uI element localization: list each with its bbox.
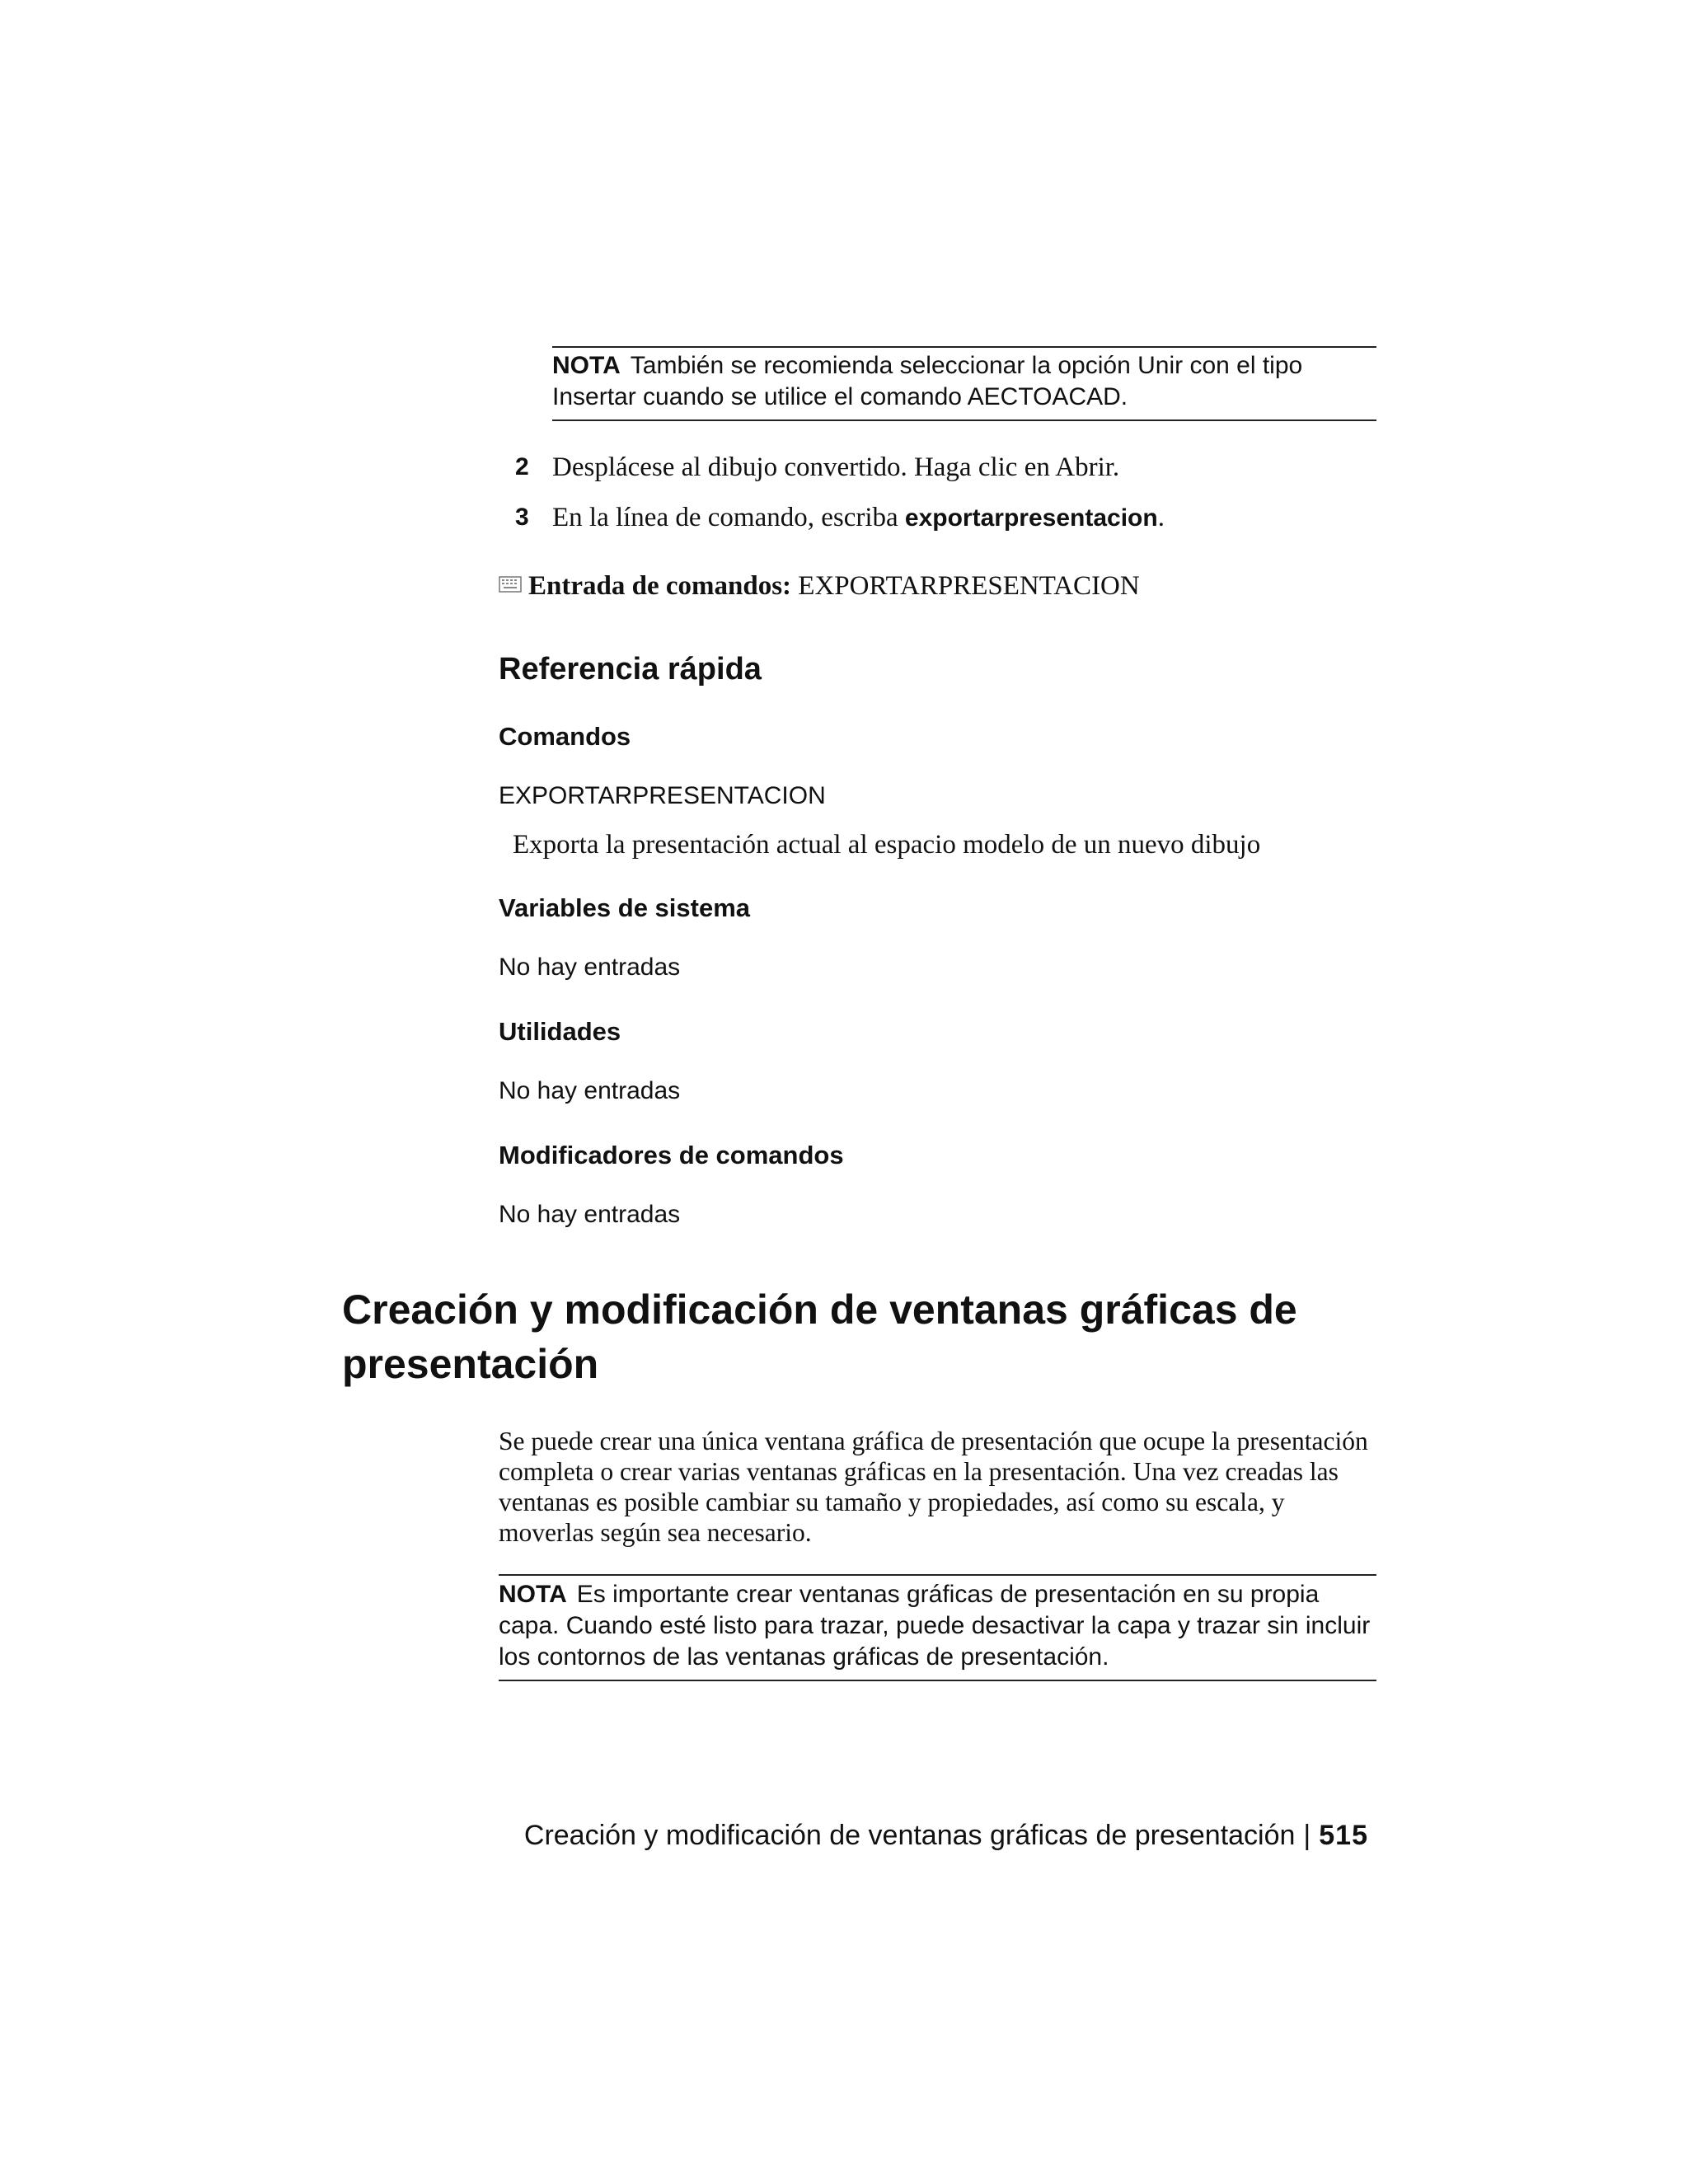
step-3-after: . — [1157, 503, 1165, 532]
note-bottom-rule-lower — [499, 1680, 1376, 1681]
note-bottom-label: NOTA — [499, 1581, 567, 1608]
command-entry-label: Entrada de comandos: — [528, 571, 792, 601]
footer-separator: | — [1303, 1820, 1311, 1851]
footer-running-title: Creación y modificación de ventanas gráficas de presentación — [523, 1820, 1296, 1851]
utilities-text: No hay entradas — [499, 1077, 681, 1104]
sysvars-heading: Variables de sistema — [499, 893, 751, 922]
note-bottom-text: Es importante crear ventanas gráficas de presentación en su propia capa. Cuando esté listo para trazar, puede desactivar la capa y trazar sin incluir los contornos de las ventanas gráficas de presentación. — [499, 1581, 1371, 1671]
note-bottom — [499, 1579, 1382, 1673]
note-top-label: NOTA — [552, 352, 621, 379]
section-paragraph: Se puede crear una única ventana gráfica de presentación que ocupe la presentación completa o crear varias ventanas gráficas en la presentación. Una vez creadas las ventanas es posible cambiar su tamaño y propiedades, así como su escala, y moverlas según sea necesario. — [499, 1427, 1368, 1547]
step-3-command: exportarpresentacion — [904, 504, 1158, 532]
note-top — [552, 350, 1385, 413]
keyboard-icon — [499, 576, 522, 593]
step-2-text: Desplácese al dibujo convertido. Haga clic en Abrir. — [552, 452, 1120, 482]
step-3-text: En la línea de comando, escriba — [552, 503, 905, 532]
footer-page-number: 515 — [1319, 1820, 1368, 1851]
step-2-number: 2 — [515, 453, 529, 480]
commands-heading: Comandos — [499, 722, 631, 751]
modifiers-text: No hay entradas — [499, 1201, 681, 1228]
note-top-rule-upper — [552, 346, 1376, 348]
note-bottom-rule-upper — [499, 1574, 1376, 1576]
quick-ref-heading: Referencia rápida — [499, 652, 762, 687]
section-title: Creación y modificación de ventanas gráficas de presentación — [342, 1286, 1297, 1387]
page-footer — [524, 1818, 1368, 1853]
step-3-line — [552, 501, 1165, 535]
step-3-number: 3 — [515, 504, 529, 531]
command-name: EXPORTARPRESENTACION — [499, 782, 826, 809]
note-top-text: También se recomienda seleccionar la opción Unir con el tipo Insertar cuando se utilice el comando AECTOACAD. — [552, 352, 1303, 410]
note-top-rule-lower — [552, 419, 1376, 421]
command-description: Exporta la presentación actual al espacio modelo de un nuevo dibujo — [513, 830, 1261, 860]
utilities-heading: Utilidades — [499, 1017, 621, 1046]
sysvars-text: No hay entradas — [499, 954, 681, 981]
command-entry — [499, 569, 1140, 602]
modifiers-heading: Modificadores de comandos — [499, 1141, 844, 1169]
command-entry-value: EXPORTARPRESENTACION — [798, 571, 1140, 601]
